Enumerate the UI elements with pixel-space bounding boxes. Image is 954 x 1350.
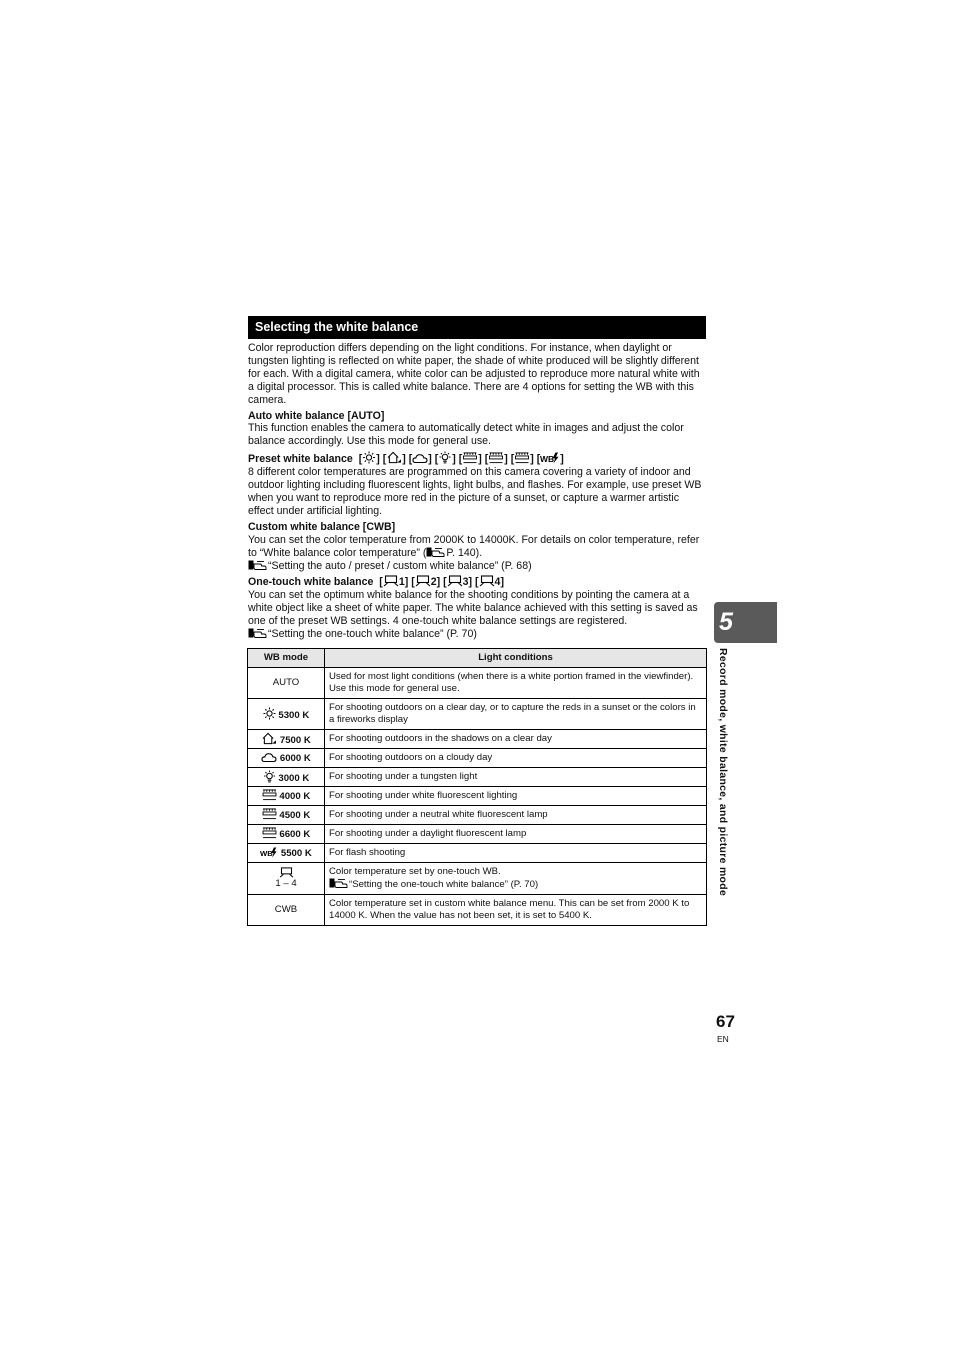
wb-mode-table (247, 648, 707, 926)
auto-wb-heading: Auto white balance [AUTO] (248, 409, 385, 422)
wb-mode-cell (248, 863, 325, 895)
wb-mode-cell (248, 730, 325, 749)
table-header-conditions: Light conditions (325, 649, 707, 668)
table-header-row (248, 649, 707, 668)
chapter-label: Record mode, white balance, and picture mode (717, 648, 728, 897)
cloud-icon (261, 751, 277, 763)
light-conditions-reference: “Setting the one-touch white balance” (P. 70) (349, 879, 539, 890)
onetouch-num-4: 4 (494, 576, 501, 589)
cloud-icon (412, 452, 428, 464)
light-conditions-cell: For shooting under a daylight fluorescent lamp (325, 825, 707, 844)
one-touch-icon (479, 575, 495, 587)
table-row (248, 844, 707, 863)
sun-icon (263, 707, 276, 720)
page-reference-icon (426, 547, 446, 557)
wb-mode-value: 1 – 4 (275, 878, 297, 889)
table-header-mode: WB mode (248, 649, 325, 668)
tungsten-bulb-icon (263, 770, 276, 783)
intro-paragraph: Color reproduction differs depending on the light conditions. For instance, when daylight or tungsten lighting is reflected on white paper, the shade of white produced will be slightly different for each. With a digital camera, white color can be adjusted to reproduce more natural white with a digital processor. This is called white balance. There are 4 options for setting the WB with this camera. (248, 342, 700, 406)
fluorescent-1-icon (462, 452, 478, 464)
custom-wb-text-a: You can set the color temperature from 2000K to 14000K. For details on color temperature, refer to “White balance color temperature” ( (248, 533, 700, 559)
onetouch-wb-reference-text: “Setting the one-touch white balance” (P. 70) (268, 628, 477, 641)
wb-mode-value: 5500 K (280, 847, 312, 859)
light-conditions-cell: For flash shooting (325, 844, 707, 863)
page-number: 67 (716, 1012, 735, 1031)
one-touch-icon (383, 575, 399, 587)
wb-mode-cell: CWB (248, 895, 325, 926)
preset-wb-heading: Preset white balance [ ] [ ] [ ] [ ] [ ] [ ] [ ] [ ] (248, 453, 564, 466)
onetouch-wb-heading: One-touch white balance [ 1] [ 2] [ 3] [ 4] (248, 576, 504, 589)
onetouch-wb-text: You can set the optimum white balance for the shooting conditions by pointing the camera at a white object like a sheet of white paper. The white balance achieved with this setting is saved as one of the preset WB settings. 4 one-touch white balance settings are registered. (248, 589, 698, 628)
wb-mode-value: 5300 K (278, 709, 310, 721)
custom-wb-text (248, 534, 706, 560)
light-conditions-cell: For shooting outdoors in the shadows on a clear day (325, 730, 707, 749)
wb-mode-value: 4000 K (279, 791, 311, 802)
fluorescent-1-icon (262, 789, 277, 801)
wb-mode-cell: AUTO (248, 668, 325, 699)
table-row (248, 787, 707, 806)
fluorescent-2-icon (262, 808, 277, 820)
custom-wb-reference-text: “Setting the auto / preset / custom white balance” (P. 68) (268, 559, 532, 572)
page-reference-icon (248, 628, 268, 638)
table-row (248, 699, 707, 730)
auto-wb-text: This function enables the camera to automatically detect white in images and adjust the color balance accordingly. Use this mode for general use. (248, 422, 684, 448)
table-row (248, 863, 707, 895)
sun-icon (362, 451, 376, 464)
table-row (248, 806, 707, 825)
shade-house-icon (261, 732, 277, 745)
wb-mode-cell (248, 768, 325, 787)
one-touch-icon (415, 575, 431, 587)
page-language: EN (717, 1034, 729, 1044)
table-row (248, 749, 707, 768)
onetouch-num-2: 2 (430, 576, 437, 589)
one-touch-icon (447, 575, 463, 587)
shade-house-icon (386, 451, 402, 464)
page-reference-icon (248, 560, 268, 570)
light-conditions-cell: For shooting under a tungsten light (325, 768, 707, 787)
chapter-tab: 5 (714, 602, 777, 643)
wb-mode-cell (248, 825, 325, 844)
wb-mode-cell (248, 699, 325, 730)
fluorescent-3-icon (262, 827, 277, 839)
body-text (248, 342, 706, 641)
wb-flash-icon (540, 452, 560, 464)
table-row (248, 825, 707, 844)
wb-mode-value: 4500 K (279, 810, 311, 821)
custom-wb-reference (248, 560, 706, 573)
light-conditions-cell (325, 863, 707, 895)
light-conditions-cell: For shooting outdoors on a cloudy day (325, 749, 707, 768)
fluorescent-3-icon (514, 452, 530, 464)
onetouch-num-1: 1 (398, 576, 405, 589)
page-reference-icon (329, 878, 349, 888)
light-conditions-cell: Used for most light conditions (when there is a white portion framed in the viewfinder). Use this mode for general use. (325, 668, 707, 699)
fluorescent-2-icon (488, 452, 504, 464)
preset-wb-text: 8 different color temperatures are programmed on this camera covering a variety of indoor and outdoor lighting including fluorescent lights, light bulbs, and flashes. For example, use preset WB when you want to reproduce more red in the picture of a sunset, or capture a warmer artistic effect under artificial lighting. (248, 466, 702, 517)
preset-wb-heading-text: Preset white balance (248, 453, 353, 466)
light-conditions-text: Color temperature set by one-touch WB. (329, 866, 501, 877)
onetouch-wb-heading-text: One-touch white balance (248, 576, 374, 589)
wb-mode-value: 6000 K (279, 753, 311, 764)
tungsten-bulb-icon (438, 451, 452, 464)
table-row (248, 768, 707, 787)
table-row (248, 895, 707, 926)
table-row (248, 730, 707, 749)
one-touch-icon (279, 867, 294, 878)
onetouch-wb-reference (248, 628, 706, 641)
light-conditions-cell: For shooting under a neutral white fluorescent lamp (325, 806, 707, 825)
custom-wb-text-b: P. 140). (446, 546, 483, 559)
wb-mode-value: 7500 K (279, 734, 311, 746)
onetouch-num-3: 3 (462, 576, 469, 589)
wb-mode-cell (248, 749, 325, 768)
wb-mode-value: 6600 K (279, 829, 311, 840)
wb-mode-value: 3000 K (278, 772, 310, 784)
custom-wb-heading: Custom white balance [CWB] (248, 520, 396, 533)
wb-mode-cell (248, 844, 325, 863)
light-conditions-cell: For shooting outdoors on a clear day, or to capture the reds in a sunset or the colors in a fireworks display (325, 699, 707, 730)
wb-mode-cell (248, 787, 325, 806)
wb-mode-cell (248, 806, 325, 825)
light-conditions-cell: For shooting under white fluorescent lighting (325, 787, 707, 806)
section-title: Selecting the white balance (248, 316, 706, 339)
wb-flash-icon (260, 847, 278, 858)
table-row (248, 668, 707, 699)
light-conditions-cell: Color temperature set in custom white balance menu. This can be set from 2000 K to 14000 K. When the value has not been set, it is set to 5400 K. (325, 895, 707, 926)
